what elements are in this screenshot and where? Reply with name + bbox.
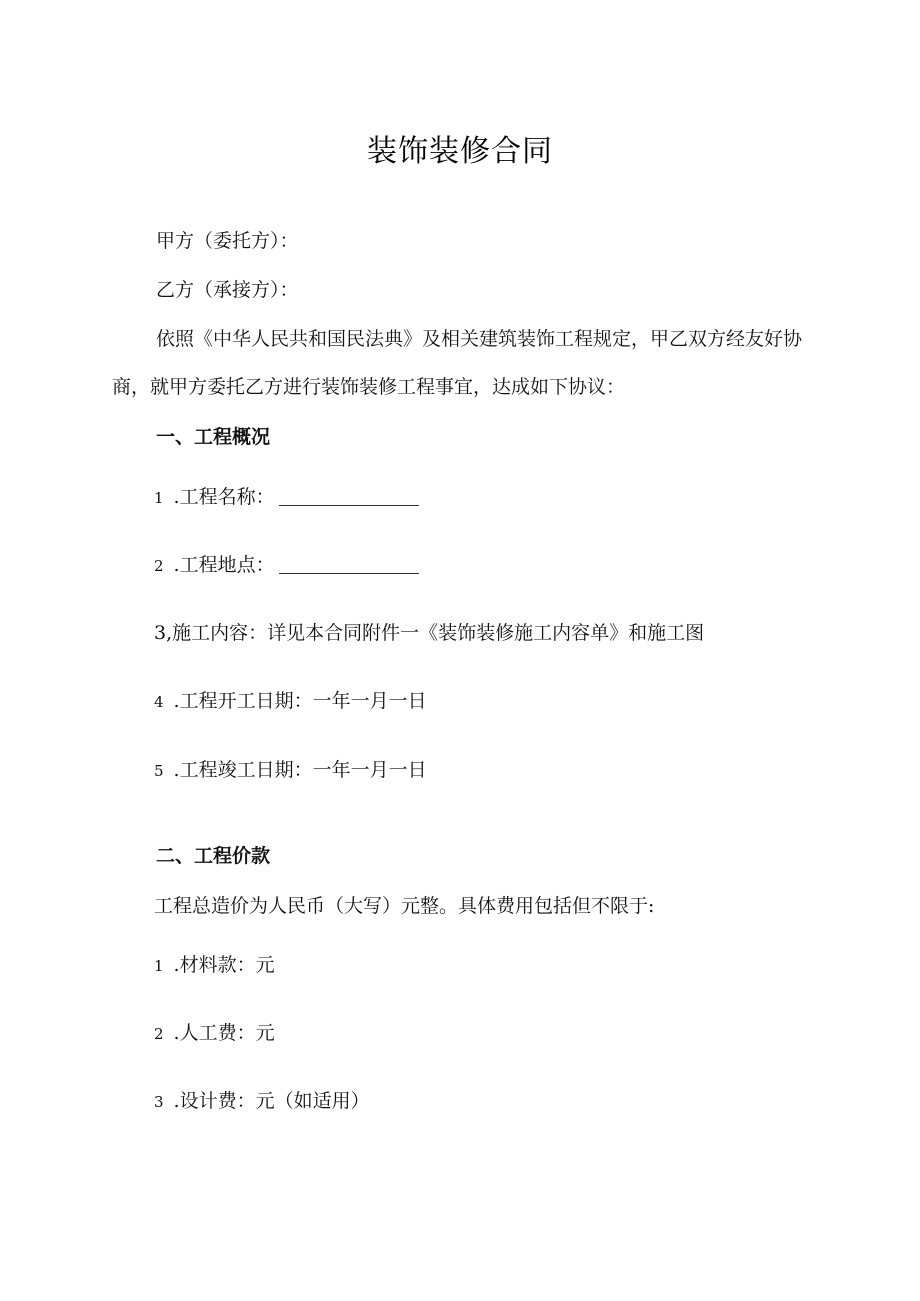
- item-number: 4: [154, 693, 164, 711]
- total-price-line: 工程总造价为人民币（大写）元整。具体费用包括但不限于:: [154, 895, 655, 917]
- material-cost-line: [154, 956, 275, 975]
- completion-date-label: .工程竣工日期：一年一月一日: [173, 759, 427, 781]
- project-name-line: [154, 487, 419, 507]
- party-a-line: 甲方（委托方）：: [156, 230, 299, 252]
- project-location-line: [154, 555, 419, 575]
- item-number: 3: [154, 1093, 164, 1111]
- document-title: 装饰装修合同: [367, 134, 553, 169]
- start-date-label: .工程开工日期：一年一月一日: [173, 690, 427, 712]
- intro-paragraph: 依照《中华人民共和国民法典》及相关建筑装饰工程规定，甲乙双方经友好协商，就甲方委托乙方进行装饰装修工程事宜，达成如下协议：: [112, 328, 803, 398]
- labor-cost-label: .人工费：元: [173, 1022, 275, 1044]
- item-number: 1: [154, 489, 164, 507]
- labor-cost-line: [154, 1024, 275, 1043]
- project-location-label: .工程地点：: [173, 554, 275, 576]
- construction-content-line: 3,施工内容：详见本合同附件一《装饰装修施工内容单》和施工图: [154, 622, 705, 644]
- design-cost-line: [154, 1092, 370, 1111]
- material-cost-label: .材料款：元: [173, 954, 275, 976]
- project-name-blank: [279, 487, 419, 506]
- item-number: 1: [154, 957, 164, 975]
- section2-heading: 二、工程价款: [156, 845, 271, 867]
- item-number: 5: [154, 762, 164, 780]
- party-b-line: 乙方（承接方）：: [156, 279, 299, 301]
- item-number: 2: [154, 1025, 164, 1043]
- start-date-line: [154, 692, 427, 711]
- project-name-label: .工程名称：: [173, 486, 275, 508]
- design-cost-label: .设计费：元（如适用）: [173, 1090, 370, 1112]
- project-location-blank: [279, 555, 419, 574]
- section1-heading: 一、工程概况: [156, 426, 271, 448]
- item-number: 2: [154, 557, 164, 575]
- completion-date-line: [154, 761, 427, 780]
